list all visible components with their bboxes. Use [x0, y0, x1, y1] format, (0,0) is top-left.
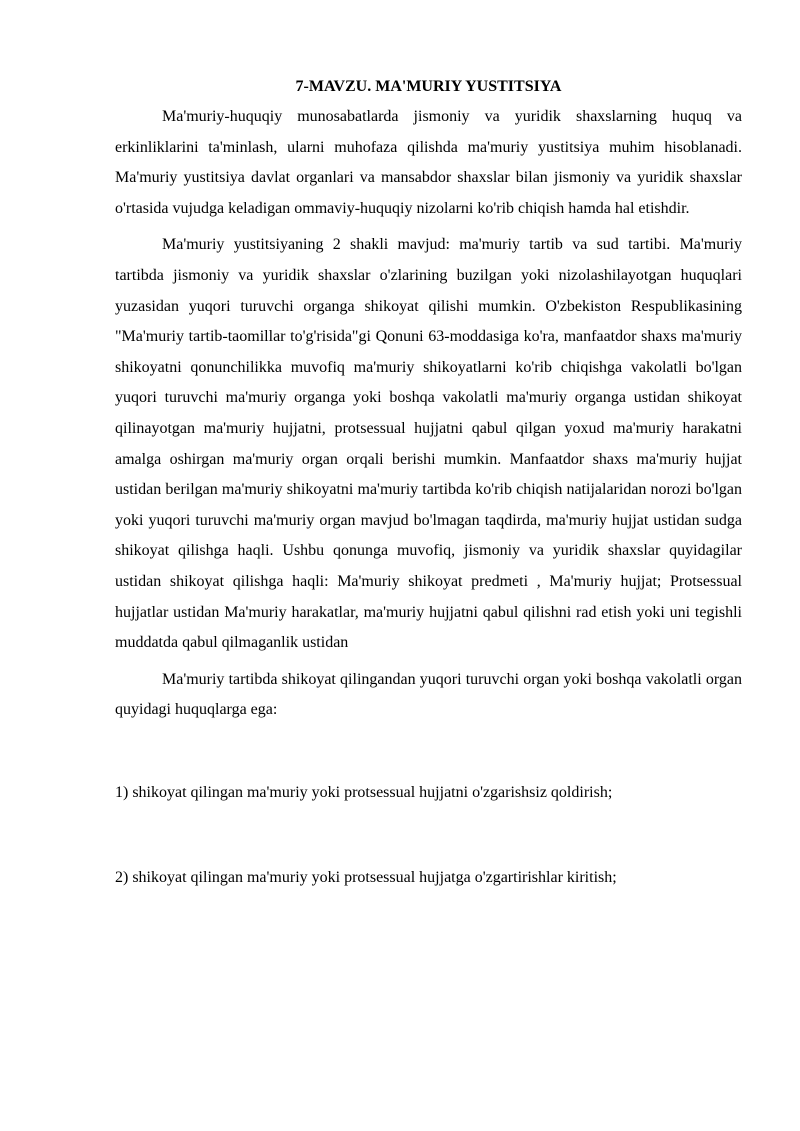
paragraph-forms: Ma'muriy yustitsiyaning 2 shakli mavjud: ma'muriy tartib va sud tartibi. Ma'muriy tartibda jismoniy va yuridik shaxslar o'zlarining buzilgan yoki nizolashilayotgan huquqlari yuzasidan yuqori turuvchi organga shikoyat qilishi mumkin. O'zbekiston Respublikasining "Ma'muriy tartib-taomillar to'g'risida"gi Qonuni 63-moddasiga ko'ra, manfaatdor shaxs ma'muriy shikoyatni qonunchilikka muvofiq ma'muriy shikoyatlarni ko'rib chiqishga vakolatli bo'lgan yuqori turuvchi ma'muriy organga yoki boshqa vakolatli ma'muriy organga ustidan shikoyat qilinayotgan ma'muriy hujjatni, protsessual hujjatni qabul qilgan yoxud ma'muriy harakatni amalga oshirgan ma'muriy organ orqali berishi mumkin. Manfaatdor shaxs ma'muriy hujjat ustidan berilgan ma'muriy shikoyatni ma'muriy tartibda ko'rib chiqish natijalaridan norozi bo'lgan yoki yuqori turuvchi ma'muriy organ mavjud bo'lmagan taqdirda, ma'muriy hujjat ustidan sudga shikoyat qilishga haqli. Ushbu qonunga muvofiq, jismoniy va yuridik shaxslar quyidagilar ustidan shikoyat qilishga haqli: Ma'muriy shikoyat predmeti , Ma'muriy hujjat; Protsessual hujjatlar ustidan Ma'muriy harakatlar, ma'muriy hujjatni qabul qilishni rad etish yoki uni tegishli muddatda qabul qilmaganlik ustidan [115, 236, 742, 652]
list-item: 2) shikoyat qilingan ma'muriy yoki protsessual hujjatga o'zgartirishlar kiritish; [115, 869, 617, 887]
paragraph-rights: Ma'muriy tartibda shikoyat qilingandan yuqori turuvchi organ yoki boshqa vakolatli organ quyidagi huquqlarga ega: [115, 670, 742, 719]
document-body [115, 74, 742, 894]
paragraph-intro: Ma'muriy-huquqiy munosabatlarda jismoniy va yuridik shaxslarning huquq va erkinliklarini ta'minlash, ularni muhofaza qilishda ma'muriy yustitsiya muhim hisoblanadi. Ma'muriy yustitsiya davlat organlari va mansabdor shaxslar bilan jismoniy va yuridik shaxslar o'rtasida vujudga keladigan ommaviy-huquqiy nizolarni ko'rib chiqish hamda hal etishdir. [115, 108, 742, 217]
document-title: 7-MAVZU. MA'MURIY YUSTITSIYA [295, 78, 562, 95]
list-item: 1) shikoyat qilingan ma'muriy yoki protsessual hujjatni o'zgarishsiz qoldirish; [115, 783, 613, 801]
